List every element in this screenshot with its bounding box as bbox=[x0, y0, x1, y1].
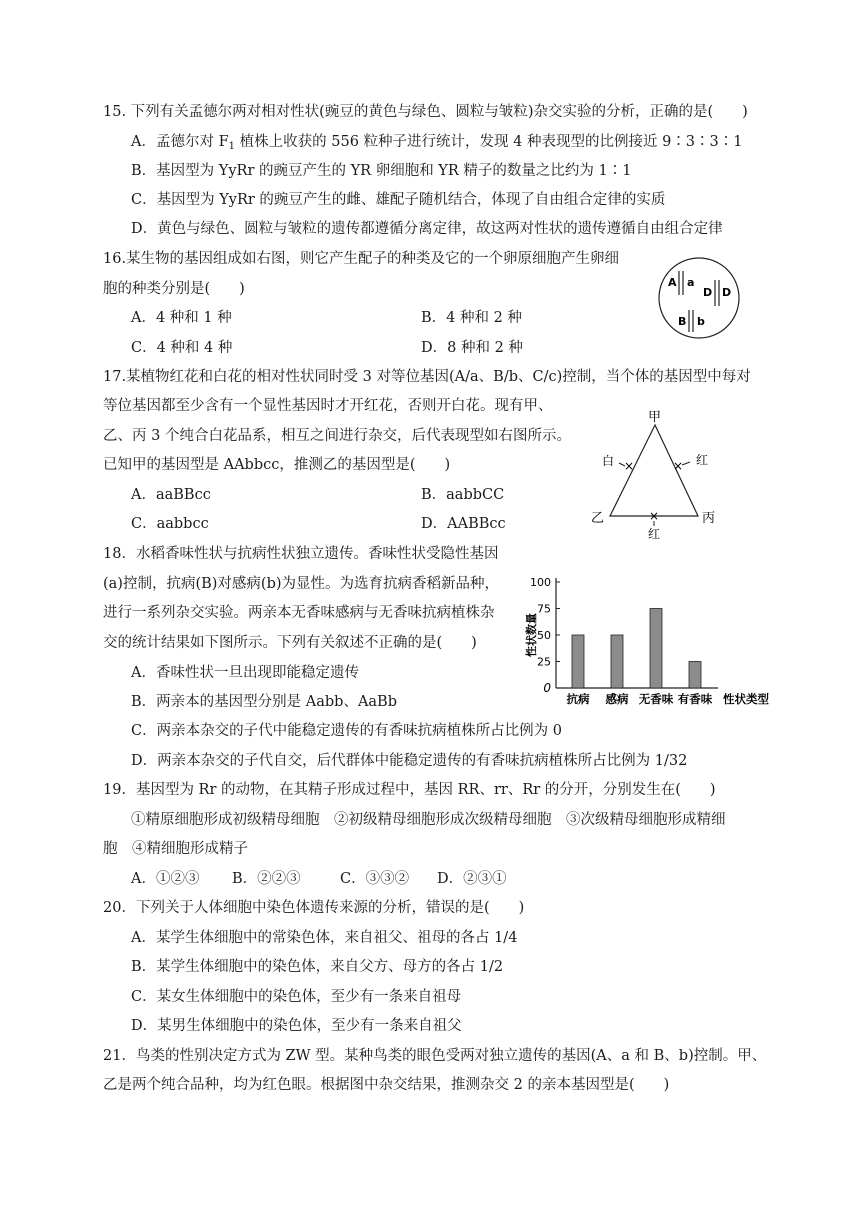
q16-option-c: C．4 种和 4 种 bbox=[131, 340, 233, 356]
q18-stem-line1: 18．水稻香味性状与抗病性状独立遗传。香味性状受隐性基因 bbox=[103, 546, 499, 562]
allele-a-label: a bbox=[687, 276, 695, 289]
q17-stem-line4: 已知甲的基因型是 AAbbcc，推测乙的基因型是( ) bbox=[103, 457, 451, 473]
q17-option-a: A．aaBBcc bbox=[131, 487, 211, 503]
q15-option-c: C．基因型为 YyRr 的豌豆产生的雌、雄配子随机结合，体现了自由组合定律的实质 bbox=[131, 192, 666, 208]
q16-option-d: D．8 种和 2 种 bbox=[421, 340, 523, 356]
y-tick-label: 25 bbox=[537, 655, 551, 669]
x-axis-label: 性状类型 bbox=[723, 692, 769, 706]
cross-mark-right: × bbox=[672, 459, 684, 473]
q20-stem: 20．下列关于人体细胞中染色体遗传来源的分析，错误的是( ) bbox=[103, 900, 525, 916]
cross-result-left: 白 bbox=[601, 454, 615, 468]
cross-mark-left: × bbox=[623, 459, 635, 473]
q17-stem-line3: 乙、丙 3 个纯合白花品系，相互之间进行杂交，后代表现型如右图所示。 bbox=[103, 428, 571, 444]
q20-option-d: D．某男生体细胞中的染色体，至少有一条来自祖父 bbox=[131, 1018, 462, 1034]
cross-triangle-figure bbox=[588, 407, 728, 541]
y-tick-label: 0 bbox=[543, 681, 551, 695]
strain-bing-label: 丙 bbox=[702, 511, 716, 526]
q19-option-d: D．②③① bbox=[437, 871, 507, 887]
bar bbox=[650, 609, 662, 689]
q16-option-b: B．4 种和 2 种 bbox=[421, 310, 522, 326]
allele-D1-label: D bbox=[703, 286, 713, 299]
y-tick-label: 75 bbox=[537, 602, 551, 616]
y-tick-label: 100 bbox=[530, 576, 551, 589]
cell-genotype-figure bbox=[652, 256, 746, 340]
q21-stem-line2: 乙是两个纯合品种，均为红色眼。根据图中杂交结果，推测杂交 2 的亲本基因型是( ) bbox=[103, 1077, 670, 1093]
strain-jia-label: 甲 bbox=[648, 410, 662, 425]
q18-option-b: B．两亲本的基因型分别是 Aabb、AaBb bbox=[131, 694, 397, 710]
allele-B-label: B bbox=[678, 315, 687, 328]
q19-option-c: C．③③② bbox=[340, 871, 410, 887]
y-tick-label: 50 bbox=[537, 629, 551, 642]
q20-option-b: B．某学生体细胞中的染色体，来自父方、母方的各占 1/2 bbox=[131, 959, 504, 975]
allele-b-label: b bbox=[697, 315, 705, 328]
q17-option-c: C．aabbcc bbox=[131, 516, 209, 532]
q18-stem-line4: 交的统计结果如下图所示。下列有关叙述不正确的是( ) bbox=[103, 635, 477, 651]
q15-a-post: 植株上收获的 556 粒种子进行统计，发现 4 种表现型的比例接近 9∶3∶3∶1 bbox=[235, 134, 743, 150]
q20-option-c: C．某女生体细胞中的染色体，至少有一条来自祖母 bbox=[131, 989, 462, 1005]
q15-a-sub: 1 bbox=[228, 141, 236, 152]
q15-a-pre: A．孟德尔对 F bbox=[131, 134, 229, 150]
allele-A-label: A bbox=[668, 276, 677, 289]
q21-stem-line1: 21．鸟类的性别决定方式为 ZW 型。某种鸟类的眼色受两对独立遗传的基因(A、a 和 B、b)控制。甲、 bbox=[103, 1048, 767, 1064]
q16-stem-line1: 16.某生物的基因组成如右图，则它产生配子的种类及它的一个卵原细胞产生卵细 bbox=[103, 251, 620, 267]
q16-stem-line2: 胞的种类分别是( ) bbox=[103, 281, 245, 297]
q16-option-a: A．4 种和 1 种 bbox=[131, 310, 232, 326]
cross-arrow-right bbox=[682, 462, 690, 465]
allele-D2-label: D bbox=[722, 286, 732, 299]
q18-stem-line3: 进行一系列杂交实验。两亲本无香味感病与无香味抗病植株杂 bbox=[103, 605, 495, 621]
bar bbox=[611, 635, 623, 688]
trait-bar-chart bbox=[518, 570, 778, 712]
q20-option-a: A．某学生体细胞中的常染色体，来自祖父、祖母的各占 1/4 bbox=[131, 930, 518, 946]
q18-option-c: C．两亲本杂交的子代中能稳定遗传的有香味抗病植株所占比例为 0 bbox=[131, 723, 562, 739]
q15-stem: 15. 下列有关孟德尔两对相对性状(豌豆的黄色与绿色、圆粒与皱粒)杂交实验的分析，正确的是( ) bbox=[103, 104, 748, 120]
q15-option-b: B．基因型为 YyRr 的豌豆产生的 YR 卵细胞和 YR 精子的数量之比约为 1∶1 bbox=[131, 163, 632, 179]
strain-yi-label: 乙 bbox=[591, 511, 605, 526]
y-axis-label: 性状数量 bbox=[525, 613, 538, 657]
q18-stem-line2: (a)控制，抗病(B)对感病(b)为显性。为选育抗病香稻新品种， bbox=[103, 576, 500, 592]
x-tick-label: 抗病 bbox=[566, 692, 590, 706]
cross-result-right: 红 bbox=[695, 453, 709, 467]
q19-items-line2: 胞 ④精细胞形成精子 bbox=[103, 841, 248, 857]
q15-option-a bbox=[131, 132, 743, 157]
q15-option-d: D．黄色与绿色、圆粒与皱粒的遗传都遵循分离定律，故这两对性状的遗传遵循自由组合定律 bbox=[131, 221, 723, 237]
q17-stem-line2: 等位基因都至少含有一个显性基因时才开红花，否则开白花。现有甲、 bbox=[103, 398, 553, 414]
x-tick-label: 有香味 bbox=[677, 692, 713, 706]
cross-mark-bottom: × bbox=[648, 509, 660, 523]
q19-option-a: A．①②③ bbox=[131, 871, 200, 887]
bar bbox=[689, 662, 701, 689]
q17-option-d: D．AABBcc bbox=[421, 516, 506, 532]
q17-stem-line1: 17.某植物红花和白花的相对性状同时受 3 对等位基因(A/a、B/b、C/c)控制，当个体的基因型中每对 bbox=[103, 369, 751, 385]
q19-stem: 19．基因型为 Rr 的动物，在其精子形成过程中，基因 RR、rr、Rr 的分开，分别发生在( ) bbox=[103, 782, 716, 798]
cross-result-bottom: 红 bbox=[647, 527, 661, 541]
q19-items-line1: ①精原细胞形成初级精母细胞 ②初级精母细胞形成次级精母细胞 ③次级精母细胞形成精细 bbox=[131, 812, 726, 828]
x-tick-label: 无香味 bbox=[638, 692, 674, 706]
bar bbox=[572, 635, 584, 688]
x-tick-label: 感病 bbox=[605, 692, 629, 706]
q17-option-b: B．aabbCC bbox=[421, 487, 505, 503]
q18-option-d: D．两亲本杂交的子代自交，后代群体中能稳定遗传的有香味抗病植株所占比例为 1/32 bbox=[131, 753, 688, 769]
q18-option-a: A．香味性状一旦出现即能稳定遗传 bbox=[131, 665, 359, 681]
q19-option-b: B．②②③ bbox=[232, 871, 301, 887]
